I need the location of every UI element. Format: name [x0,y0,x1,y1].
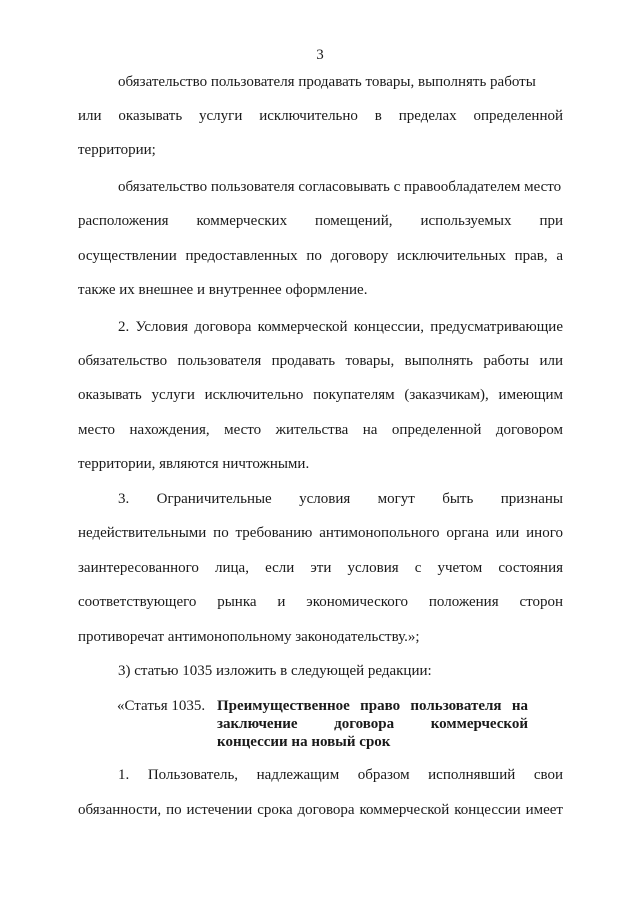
text-line: также их внешнее и внутреннее оформление. [78,282,368,298]
text-line: место нахождения, место жительства на определенной договором [78,422,563,438]
amendment-instruction: 3) статью 1035 изложить в следующей редакции: [118,663,432,679]
article-title-line: концессии на новый срок [217,734,391,750]
text-line: обязанности, по истечении срока договора коммерческой концессии имеет [78,802,563,818]
text-line: недействительными по требованию антимонопольного органа или иного [78,525,563,541]
article-label: «Статья 1035. [117,698,206,714]
text-line: или оказывать услуги исключительно в пределах определенной [78,108,563,124]
text-line: обязательство пользователя продавать товары, выполнять работы или [78,353,563,369]
page-number: 3 [316,47,324,63]
text-line: обязательство пользователя продавать товары, выполнять работы [118,74,536,90]
text-line: заинтересованного лица, если эти условия с учетом состояния [78,560,563,576]
text-line: противоречат антимонопольному законодательству.»; [78,629,420,645]
text-line: соответствующего рынка и экономического положения сторон [78,594,563,610]
text-line: оказывать услуги исключительно покупателям (заказчикам), имеющим [78,387,563,403]
text-line: территории, являются ничтожными. [78,456,310,472]
text-line: 1. Пользователь, надлежащим образом исполнявший свои [118,767,563,783]
text-line: обязательство пользователя согласовывать с правообладателем место [118,179,562,195]
article-title [217,697,528,751]
text-line: 2. Условия договора коммерческой концессии, предусматривающие [118,319,563,335]
text-line: расположения коммерческих помещений, используемых при [78,213,563,229]
text-line: территории; [78,142,156,158]
article-title-line: Преимущественное право пользователя на [217,698,528,714]
text-line: осуществлении предоставленных по договору исключительных прав, а [78,248,563,264]
text-line: 3. Ограничительные условия могут быть признаны [118,491,563,507]
article-title-line: заключение договора коммерческой [217,716,528,732]
